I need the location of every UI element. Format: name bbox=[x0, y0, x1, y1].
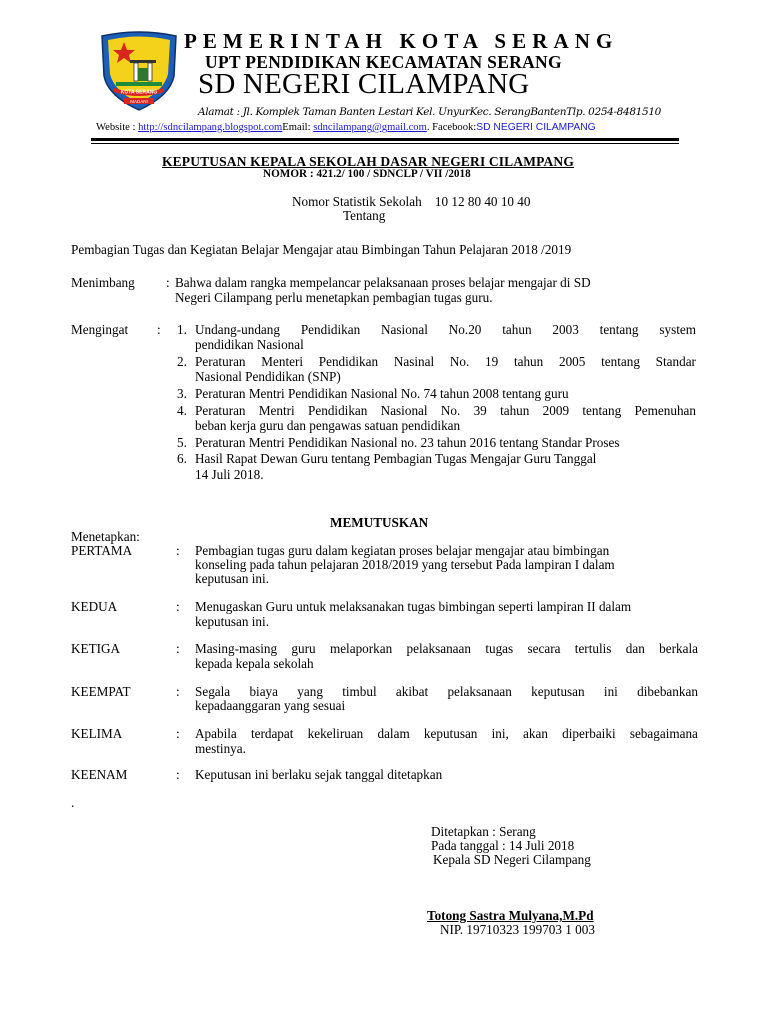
menimbang-line-2: Negeri Cilampang perlu menetapkan pembagian tugas guru. bbox=[175, 290, 493, 305]
clause-line: Segala biaya yang timbul akibat pelaksanaan keputusan ini dibebankan bbox=[195, 684, 698, 699]
kota-serang-crest-icon bbox=[94, 30, 184, 114]
mengingat-item-number: 1. bbox=[177, 322, 187, 337]
signatory-name: Totong Sastra Mulyana,M.Pd bbox=[427, 908, 594, 923]
clause-line: Masing-masing guru melaporkan pelaksanaan tugas secara tertulis dan berkala bbox=[195, 641, 698, 656]
government-heading: PEMERINTAH KOTA SERANG bbox=[184, 29, 619, 53]
header-rule-thick bbox=[91, 138, 679, 141]
website-label: Website : bbox=[96, 122, 136, 133]
clause-colon: : bbox=[176, 641, 180, 656]
clause-colon: : bbox=[176, 543, 180, 558]
mengingat-item-line: beban kerja guru dan pengawas satuan pendidikan bbox=[195, 418, 461, 433]
clause-colon: : bbox=[176, 599, 180, 614]
clause-label: KEDUA bbox=[71, 599, 118, 614]
mengingat-item-line: Undang-undang Pendidikan Nasional No.20 tahun 2003 tentang system bbox=[195, 322, 696, 337]
clause-line: Apabila terdapat kekeliruan dalam keputusan ini, akan diperbaiki sebagaimana bbox=[195, 726, 698, 741]
memutuskan-heading: MEMUTUSKAN bbox=[330, 515, 429, 530]
clause-colon: : bbox=[176, 684, 180, 699]
facebook-label: . Facebook: bbox=[426, 122, 477, 133]
statistic-label: Nomor Statistik Sekolah bbox=[292, 194, 422, 209]
school-address: Alamat : Jl. Komplek Taman Banten Lestari Kel. UnyurKec. SerangBantenTlp. 0254-8481510 bbox=[198, 106, 661, 118]
mengingat-colon: : bbox=[157, 322, 161, 337]
mengingat-item-number: 2. bbox=[177, 354, 187, 369]
menimbang-colon: : bbox=[166, 275, 170, 290]
clause-label: PERTAMA bbox=[71, 543, 133, 558]
clause-line: kepadaanggaran yang sesuai bbox=[195, 698, 346, 713]
mengingat-item-line: Peraturan Mentri Pendidikan Nasional no. 23 tahun 2016 tentang Standar Proses bbox=[195, 435, 620, 450]
menimbang-line-1: Bahwa dalam rangka mempelancar pelaksanaan proses belajar mengajar di SD bbox=[175, 275, 591, 290]
tanggal-line: Pada tanggal : 14 Juli 2018 bbox=[431, 838, 575, 853]
logo-motto: MADANI bbox=[130, 99, 148, 104]
clause-label: KEEMPAT bbox=[71, 684, 131, 699]
mengingat-item-line: Peraturan Mentri Pendidikan Nasional No. 74 tahun 2008 tentang guru bbox=[195, 386, 569, 401]
statistic-value: 10 12 80 40 10 40 bbox=[434, 194, 531, 209]
header-rule-thin bbox=[91, 143, 679, 144]
tentang-label: Tentang bbox=[343, 208, 386, 223]
email-link[interactable]: sdncilampang@gmail.com bbox=[313, 122, 427, 133]
logo-text: KOTA SERANG bbox=[120, 89, 158, 96]
mengingat-item-number: 4. bbox=[177, 403, 187, 418]
unit-heading: UPT PENDIDIKAN KECAMATAN SERANG bbox=[205, 52, 562, 72]
mengingat-item-line: Peraturan Mentri Pendidikan Nasional No. 39 tahun 2009 tentang Pemenuhan bbox=[195, 403, 696, 418]
clause-line: konseling pada tahun pelajaran 2018/2019 yang tersebut Pada lampiran I dalam bbox=[195, 557, 615, 572]
mengingat-item-line: pendidikan Nasional bbox=[195, 337, 304, 352]
clause-line: Pembagian tugas guru dalam kegiatan proses belajar mengajar atau bimbingan bbox=[195, 543, 610, 558]
website-link[interactable]: http://sdncilampang.blogspot.com bbox=[138, 122, 283, 133]
menimbang-label: Menimbang bbox=[71, 275, 135, 290]
mengingat-item-line: 14 Juli 2018. bbox=[195, 467, 264, 482]
clause-label: KELIMA bbox=[71, 726, 123, 741]
clause-colon: : bbox=[176, 726, 180, 741]
school-name: SD NEGERI CILAMPANG bbox=[198, 68, 530, 100]
clause-line: keputusan ini. bbox=[195, 571, 269, 586]
mengingat-item-number: 5. bbox=[177, 435, 187, 450]
mengingat-item-line: Peraturan Menteri Pendidikan Nasinal No. 19 tahun 2005 tentang Standar bbox=[195, 354, 696, 369]
menetapkan-label: Menetapkan: bbox=[71, 529, 140, 544]
stray-dot: . bbox=[71, 795, 75, 810]
email-label: Email: bbox=[282, 122, 314, 133]
mengingat-item-line: Hasil Rapat Dewan Guru tentang Pembagian Tugas Mengajar Guru Tanggal bbox=[195, 451, 597, 466]
clause-label: KETIGA bbox=[71, 641, 121, 656]
mengingat-item-number: 6. bbox=[177, 451, 187, 466]
decree-subject: Pembagian Tugas dan Kegiatan Belajar Mengajar atau Bimbingan Tahun Pelajaran 2018 /2019 bbox=[71, 242, 572, 257]
clause-label: KEENAM bbox=[71, 767, 128, 782]
facebook-link[interactable]: SD NEGERI CILAMPANG bbox=[476, 122, 596, 133]
clause-line: mestinya. bbox=[195, 741, 246, 756]
signatory-nip: NIP. 19710323 199703 1 003 bbox=[440, 922, 595, 937]
ditetapkan-line: Ditetapkan : Serang bbox=[431, 824, 536, 839]
clause-line: keputusan ini. bbox=[195, 614, 269, 629]
clause-colon: : bbox=[176, 767, 180, 782]
mengingat-label: Mengingat bbox=[71, 322, 129, 337]
decree-number: NOMOR : 421.2/ 100 / SDNCLP / VII /2018 bbox=[263, 168, 471, 180]
jabatan-line: Kepala SD Negeri Cilampang bbox=[433, 852, 591, 867]
contact-line bbox=[96, 122, 596, 133]
clause-line: Keputusan ini berlaku sejak tanggal ditetapkan bbox=[195, 767, 443, 782]
clause-line: kepada kepala sekolah bbox=[195, 656, 314, 671]
decree-title: KEPUTUSAN KEPALA SEKOLAH DASAR NEGERI CILAMPANG bbox=[162, 154, 574, 169]
mengingat-item-line: Nasional Pendidikan (SNP) bbox=[195, 369, 341, 384]
clause-line: Menugaskan Guru untuk melaksanakan tugas bimbingan seperti lampiran II dalam bbox=[195, 599, 632, 614]
school-statistic-number bbox=[292, 194, 530, 210]
mengingat-item-number: 3. bbox=[177, 386, 187, 401]
